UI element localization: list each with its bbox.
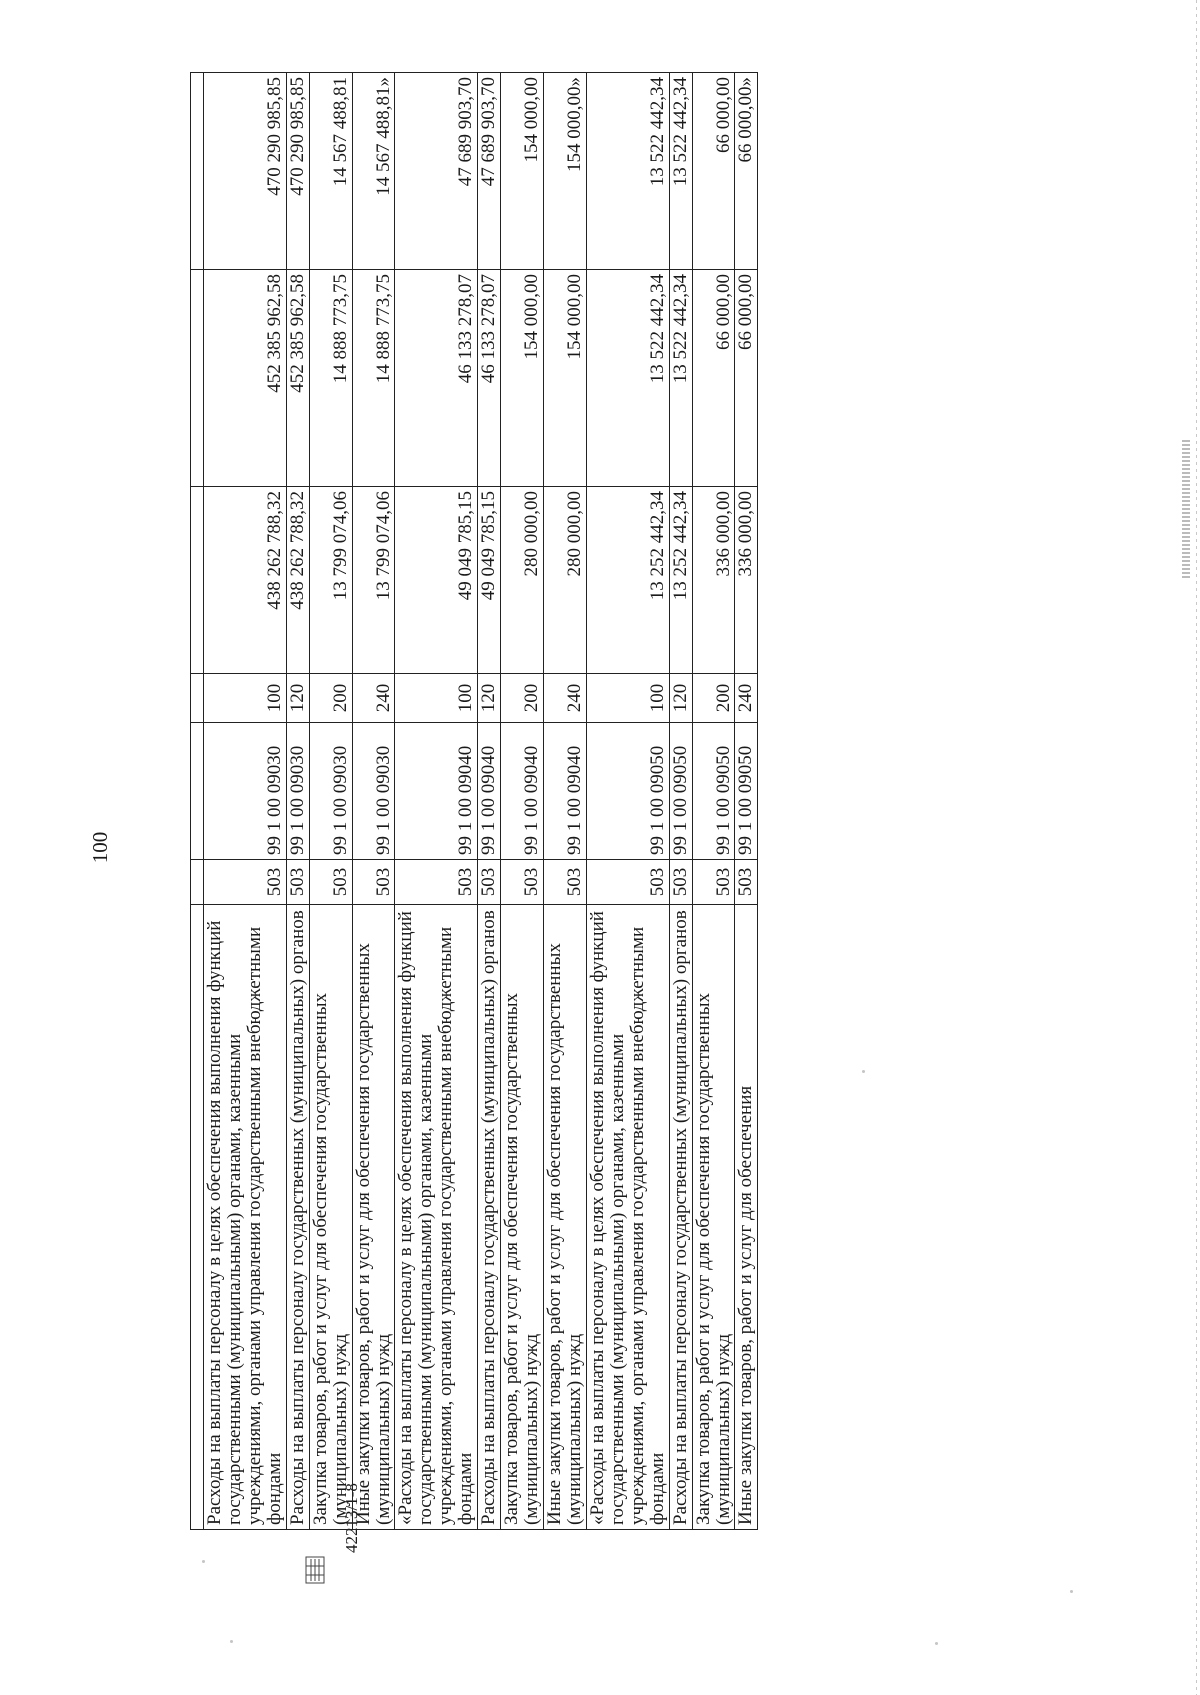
amount-year1-cell: 13 799 074,06 [352,487,395,674]
amount-year1-cell: 336 000,00 [735,487,758,674]
document-code: 42213/1-8 [342,1483,361,1553]
expense-name-cell: «Расходы на выплаты персоналу в целях обеспечения выполнения функций государственными (муниципальными) органами, казенными учреждениями, органами управления государственными внебюджетными фондами [395,905,478,1530]
expense-type-cell: 240 [544,674,587,723]
table-row [544,73,587,1530]
amount-year1-cell: 49 049 785,15 [478,487,501,674]
target-article-cell: 99 1 00 09050 [735,723,758,860]
amount-year1-cell: 13 252 442,34 [669,487,692,674]
expense-name-cell: Иные закупки товаров, работ и услуг для обеспечения государственных (муниципальных) нужд [352,905,395,1530]
expense-type-cell: 200 [501,674,544,723]
expense-type-cell: 100 [586,674,669,723]
stamp-logo-icon [302,1555,328,1585]
expense-type-cell: 120 [286,674,309,723]
expense-type-cell: 240 [352,674,395,723]
amount-year2-cell: 46 133 278,07 [395,270,478,487]
table-row [501,73,544,1530]
expense-type-cell: 120 [669,674,692,723]
target-article-cell: 99 1 00 09030 [286,723,309,860]
expense-type-cell: 240 [735,674,758,723]
target-article-cell: 99 1 00 09040 [544,723,587,860]
amount-year2-cell: 154 000,00 [544,270,587,487]
expense-name-cell: Закупка товаров, работ и услуг для обеспечения государственных (муниципальных) нужд [692,905,735,1530]
table-row [309,73,352,1530]
amount-year1-cell: 49 049 785,15 [395,487,478,674]
amount-year2-cell: 66 000,00 [692,270,735,487]
amount-year3-cell: 14 567 488,81» [352,73,395,270]
table-top-row [191,73,204,1530]
table-row [204,73,287,1530]
expense-name-cell: Расходы на выплаты персоналу государственных (муниципальных) органов [478,905,501,1530]
target-article-cell: 99 1 00 09040 [395,723,478,860]
section-code-cell: 503 [395,860,478,905]
amount-year1-cell: 13 252 442,34 [586,487,669,674]
amount-year2-cell: 66 000,00 [735,270,758,487]
section-code-cell: 503 [586,860,669,905]
expense-type-cell: 100 [395,674,478,723]
expense-type-cell: 200 [309,674,352,723]
amount-year3-cell: 66 000,00» [735,73,758,270]
section-code-cell: 503 [204,860,287,905]
expense-type-cell: 120 [478,674,501,723]
amount-year3-cell: 154 000,00» [544,73,587,270]
amount-year1-cell: 438 262 788,32 [204,487,287,674]
target-article-cell: 99 1 00 09030 [352,723,395,860]
target-article-cell: 99 1 00 09050 [669,723,692,860]
target-article-cell: 99 1 00 09030 [309,723,352,860]
section-code-cell: 503 [501,860,544,905]
table-row [395,73,478,1530]
section-code-cell: 503 [669,860,692,905]
amount-year1-cell: 13 799 074,06 [309,487,352,674]
expense-name-cell: «Расходы на выплаты персоналу в целях обеспечения выполнения функций государственными (муниципальными) органами, казенными учреждениями, органами управления государственными внебюджетными фондами [586,905,669,1530]
amount-year3-cell: 66 000,00 [692,73,735,270]
amount-year1-cell: 336 000,00 [692,487,735,674]
amount-year3-cell: 13 522 442,34 [586,73,669,270]
target-article-cell: 99 1 00 09040 [478,723,501,860]
amount-year2-cell: 13 522 442,34 [586,270,669,487]
amount-year2-cell: 13 522 442,34 [669,270,692,487]
expense-name-cell: Закупка товаров, работ и услуг для обеспечения государственных (муниципальных) нужд [309,905,352,1530]
expense-type-cell: 200 [692,674,735,723]
expense-name-cell: Иные закупки товаров, работ и услуг для обеспечения государственных (муниципальных) нужд [544,905,587,1530]
amount-year3-cell: 47 689 903,70 [478,73,501,270]
budget-table [190,72,758,1530]
amount-year3-cell: 47 689 903,70 [395,73,478,270]
expense-name-cell: Иные закупки товаров, работ и услуг для обеспечения [735,905,758,1530]
table-row [478,73,501,1530]
amount-year2-cell: 14 888 773,75 [309,270,352,487]
target-article-cell: 99 1 00 09050 [586,723,669,860]
section-code-cell: 503 [352,860,395,905]
section-code-cell: 503 [286,860,309,905]
table-row [669,73,692,1530]
amount-year3-cell: 14 567 488,81 [309,73,352,270]
amount-year3-cell: 470 290 985,85 [286,73,309,270]
amount-year2-cell: 14 888 773,75 [352,270,395,487]
target-article-cell: 99 1 00 09050 [692,723,735,860]
amount-year3-cell: 470 290 985,85 [204,73,287,270]
table-row [352,73,395,1530]
section-code-cell: 503 [735,860,758,905]
target-article-cell: 99 1 00 09030 [204,723,287,860]
amount-year1-cell: 280 000,00 [501,487,544,674]
expense-name-cell: Расходы на выплаты персоналу государственных (муниципальных) органов [669,905,692,1530]
table-row [586,73,669,1530]
amount-year2-cell: 46 133 278,07 [478,270,501,487]
table-row [286,73,309,1530]
amount-year2-cell: 452 385 962,58 [204,270,287,487]
section-code-cell: 503 [692,860,735,905]
table-row [735,73,758,1530]
amount-year2-cell: 452 385 962,58 [286,270,309,487]
page-number: 100 [88,831,112,864]
amount-year3-cell: 13 522 442,34 [669,73,692,270]
expense-name-cell: Расходы на выплаты персоналу в целях обеспечения выполнения функций государственными (муниципальными) органами, казенными учреждениями, органами управления государственными внебюджетными фондами [204,905,287,1530]
expense-name-cell: Расходы на выплаты персоналу государственных (муниципальных) органов [286,905,309,1530]
expense-type-cell: 100 [204,674,287,723]
section-code-cell: 503 [309,860,352,905]
amount-year2-cell: 154 000,00 [501,270,544,487]
amount-year3-cell: 154 000,00 [501,73,544,270]
expense-name-cell: Закупка товаров, работ и услуг для обеспечения государственных (муниципальных) нужд [501,905,544,1530]
table-row [692,73,735,1530]
section-code-cell: 503 [544,860,587,905]
section-code-cell: 503 [478,860,501,905]
target-article-cell: 99 1 00 09040 [501,723,544,860]
amount-year1-cell: 280 000,00 [544,487,587,674]
amount-year1-cell: 438 262 788,32 [286,487,309,674]
